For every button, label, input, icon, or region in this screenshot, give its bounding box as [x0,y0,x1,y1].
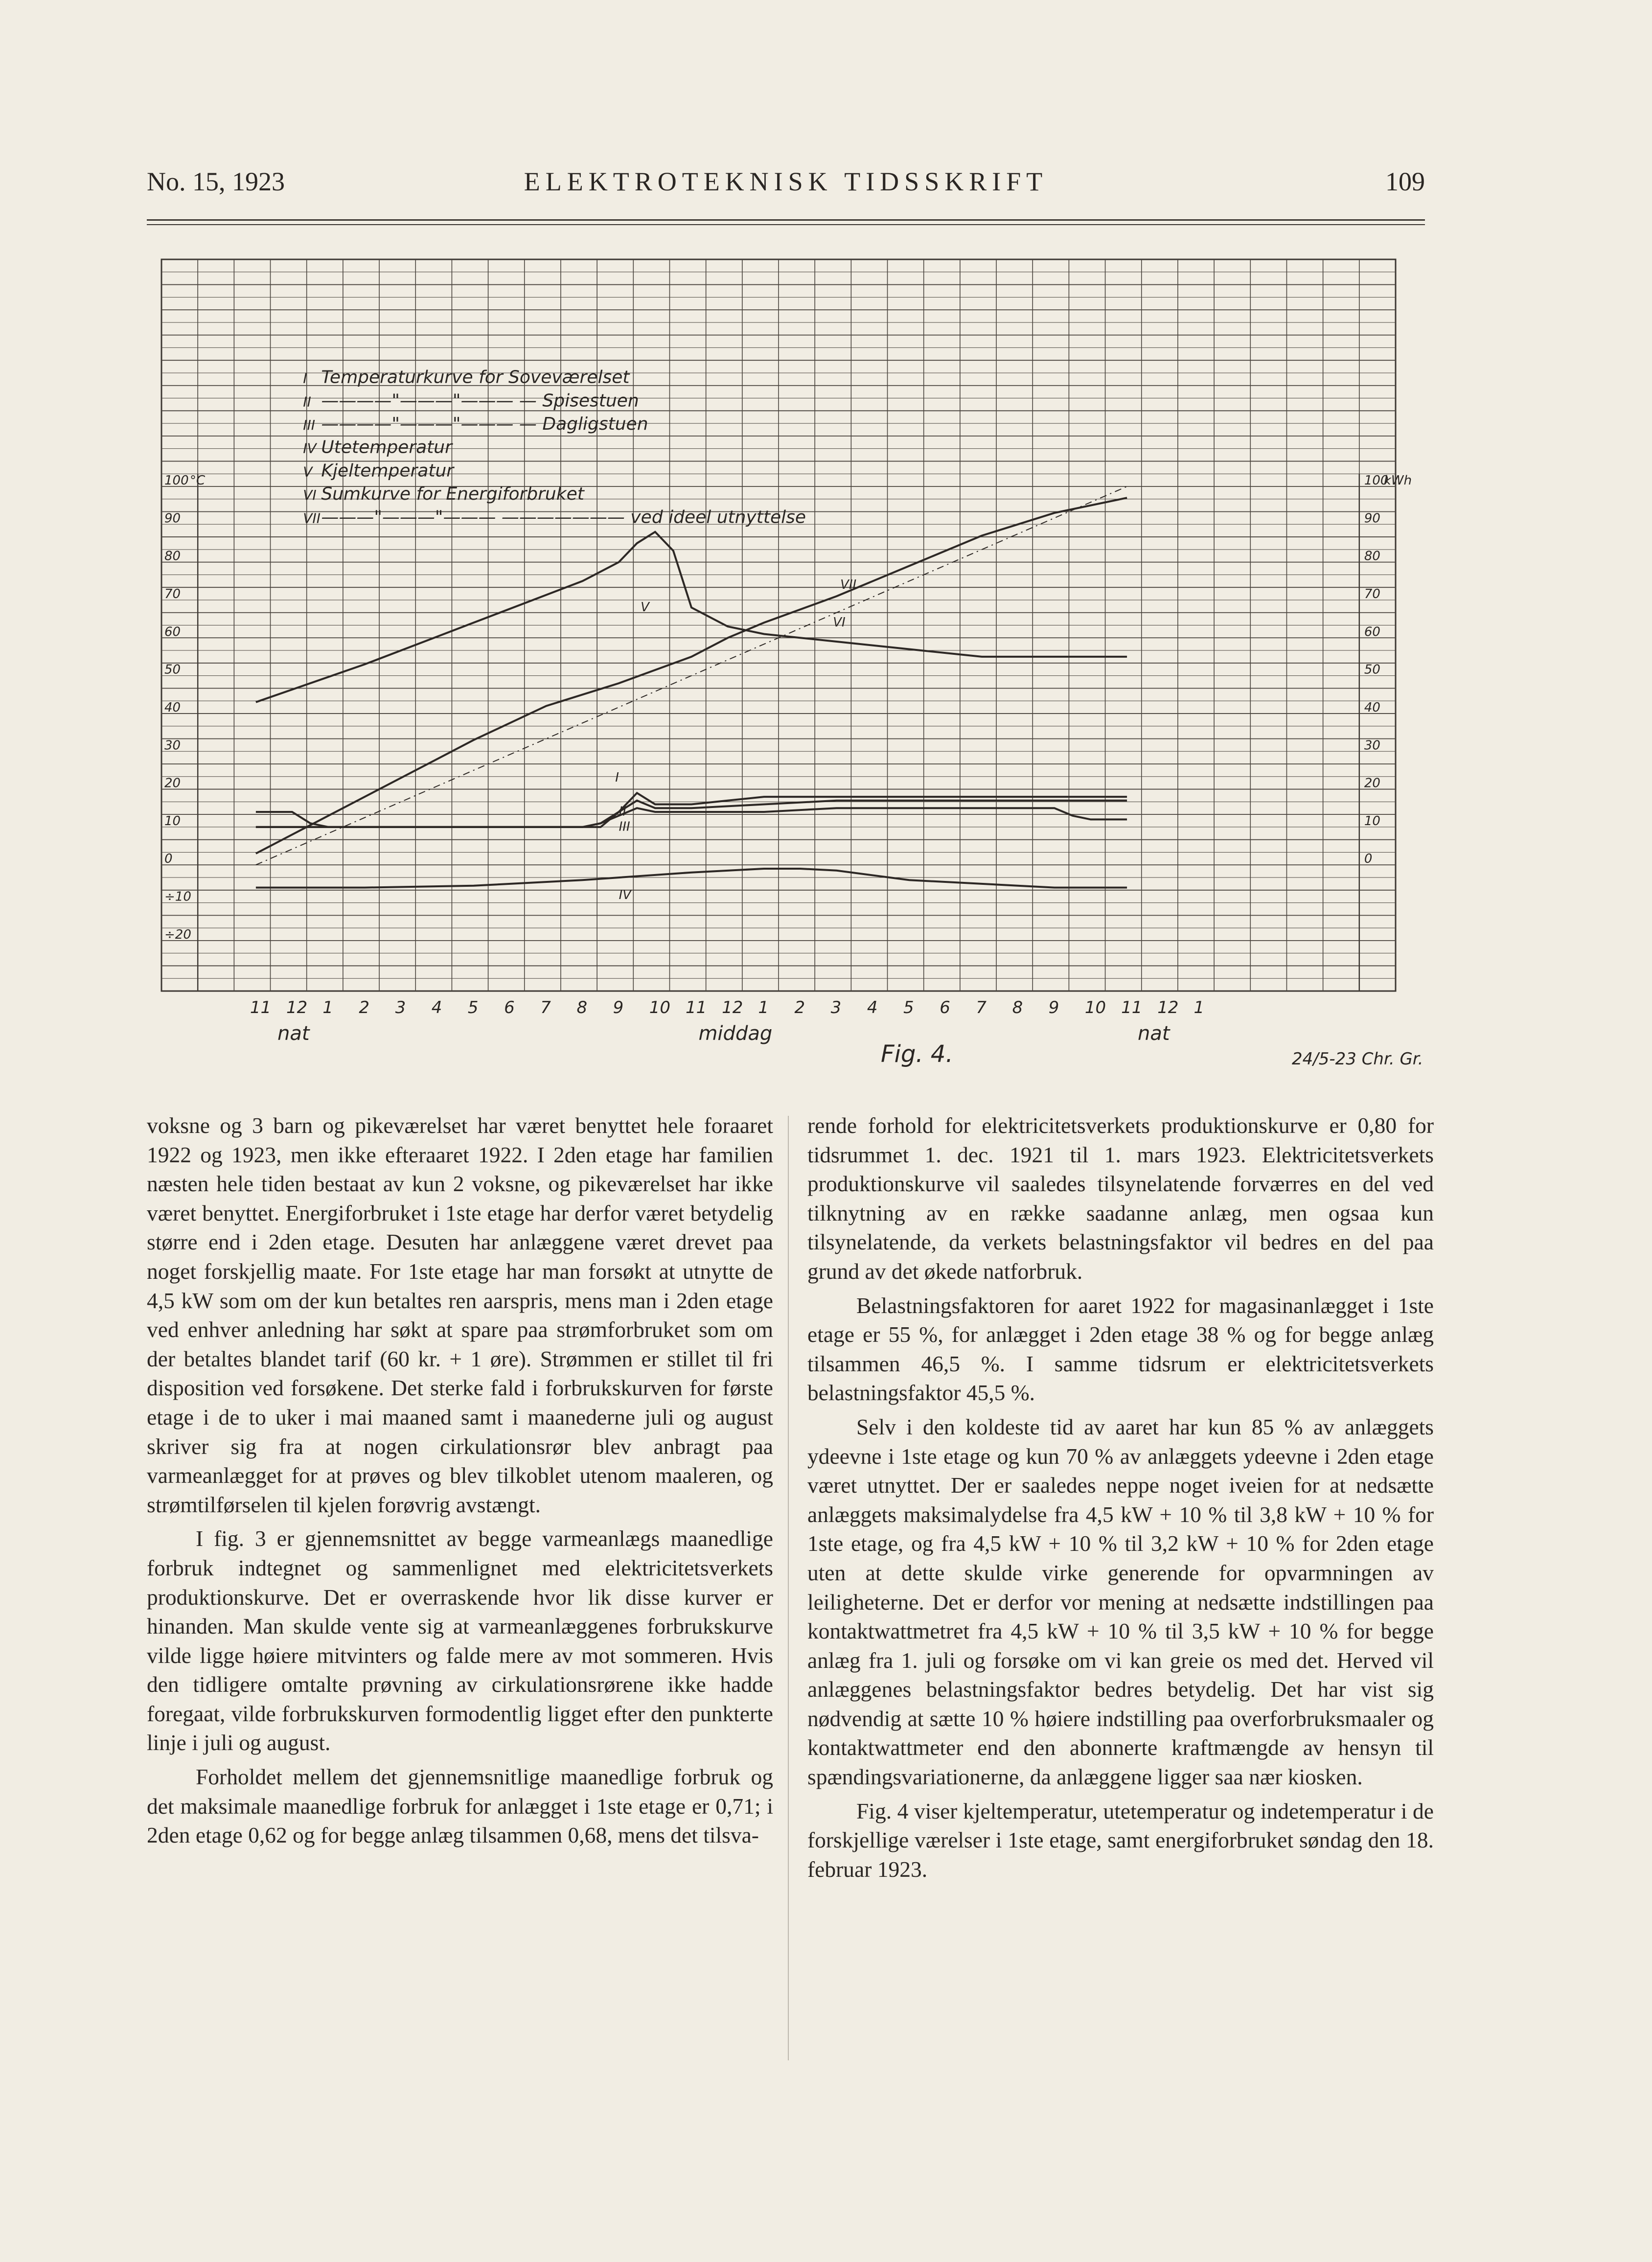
series-I-label: I [615,770,619,785]
figure-4-chart [147,254,1425,1082]
x-tick-label: 2 [359,998,370,1017]
x-tick-label: 1 [322,998,333,1017]
x-tick-label: 6 [504,998,515,1017]
header-rule [147,219,1425,221]
paragraph: Forholdet mellem det gjennemsnitlige maanedlige forbruk og det maksimale maanedlige forbruk for anlægget i 1ste etage er 0,71; i 2den etage 0,62 og for begge anlæg tilsammen 0,68, mens det tilsva- [147,1764,773,1848]
x-tick-label: 7 [976,998,987,1017]
x-tick-label: 1 [1193,998,1205,1017]
x-tick-label: 3 [395,998,406,1017]
left-tick-label: 30 [164,738,181,753]
legend-label: Sumkurve for Energiforbruket [321,484,584,505]
x-tick-label: 10 [649,998,671,1017]
x-tick-label: 12 [286,998,308,1017]
legend-number: VI [303,487,317,504]
right-tick-label: 20 [1364,776,1380,791]
series-VII-label: VII [840,577,857,592]
right-tick-label: 80 [1364,549,1380,564]
x-tick-label: 12 [1157,998,1179,1017]
legend-number: III [303,416,316,433]
paragraph: voksne og 3 barn og pikeværelset har været benyttet hele foraaret 1922 og 1923, men ikke efteraaret 1922. I 2den etage har familien næsten hele tiden bestaat av kun 2 voksne, og pikeværelset har ikke været benyttet. Energiforbruket i 1ste etage har derfor været betydelig større end i 2den etage. Desuten har anlæggene været drevet paa noget forskjellig maate. For 1ste etage har man forsøkt at utnytte de 4,5 kW som om der kun betaltes ren aarspris, mens man i 2den etage ved enhver anledning har søkt at spare paa strømforbruket som om der betaltes blandet tarif (60 kr. + 1 øre). Strømmen er stillet til fri disposition ved forsøkene. Det sterke fald i forbrukskurven for første etage i de to uker i mai maaned samt i maanederne juli og august skriver sig fra at nogen cirkulationsrør blev anbragt paa varmeanlægget for at prøves og blev tilkoblet utenom maaleren, og strømtilførselen til kjelen forøvrig avstængt. [147,1113,773,1517]
legend-number: V [303,463,313,480]
x-tick-label: 11 [250,998,272,1017]
x-tick-label: 6 [940,998,950,1017]
legend-number: I [303,370,307,387]
x-tick-label: 11 [685,998,707,1017]
journal-title: ELEKTROTEKNISK TIDSSKRIFT [524,167,1048,196]
left-tick-label: 60 [164,624,181,640]
x-tick-label: 7 [540,998,551,1017]
left-tick-label: 70 [164,586,181,601]
issue-number: No. 15, 1923 [147,167,285,196]
series-IV-label: IV [619,887,632,902]
column-divider [788,1116,789,2060]
x-tick-label: 9 [1048,998,1059,1017]
x-tick-label: 3 [830,998,842,1017]
left-tick-label: 100 [164,473,189,488]
left-tick-label: 50 [164,662,181,677]
x-period-label: middag [698,1022,773,1045]
paragraph: Belastningsfaktoren for aaret 1922 for magasinanlægget i 1ste etage er 55 %, for anlægget i 2den etage 38 % og for begge anlæg tilsammen 46,5 %. I samme tidsrum er elektricitetsverkets belastningsfaktor 45,5 %. [807,1293,1434,1406]
x-tick-label: 5 [467,998,479,1017]
legend-number: IV [303,440,317,457]
page-header [147,166,1425,210]
legend-label: ———"———"——— ——————— ved ideel utnyttelse [321,507,806,528]
legend-label: ————"———"——— — Dagligstuen [321,414,648,434]
legend-label: Utetemperatur [321,437,452,458]
figure-signature: 24/5-23 Chr. Gr. [1292,1049,1423,1069]
paragraph: I fig. 3 er gjennemsnittet av begge varmeanlægs maanedlige forbruk indtegnet og sammenlignet med elektricitetsverkets produktionskurve. Det er overraskende hvor lik disse kurver er hinanden. Man skulde vente sig at varmeanlæggenes forbrukskurve vilde ligge høiere mitvinters og falde mere av mot sommeren. Hvis den tidligere omtalte prøvning av cirkulationsrørene ikke hadde foregaat, vilde forbrukskurven formodentlig ligget efter den punkterte linje i juli og august. [147,1526,773,1755]
series-V-label: V [641,600,649,615]
x-tick-label: 12 [722,998,743,1017]
legend-number: II [303,393,311,410]
paragraph: Selv i den koldeste tid av aaret har kun 85 % av anlæggets ydeevne i 1ste etage og kun 70 % av anlæggets ydeevne i 2den etage været utnyttet. Der er saaledes neppe noget iveien for at nedsætte anlæggets maksimalydelse fra 4,5 kW + 10 % til 3,8 kW + 10 % for 1ste etage, og fra 4,5 kW + 10 % til 3,2 kW + 10 % for 2den etage uten at dette skulde virke generende for opvarmningen av leiligheterne. Det er derfor vor mening at nedsætte indstillingen paa kontaktwattmetret fra 4,5 kW + 10 % til 3,5 kW + 10 % for begge anlæg fra 1. juli og forsøke om vi kan greie os med det. Herved vil anlæggenes belastningsfaktor bedres betydelig. Det har vist sig nødvendig at sætte 10 % høiere indstilling paa overforbruksmaaler og kontaktwattmeter end den abonnerte kraftmængde av hensyn til spændingsvariationerne, da anlæggene ligger saa nær kiosken. [807,1414,1434,1790]
legend-label: Kjeltemperatur [321,461,454,481]
x-tick-label: 2 [794,998,805,1017]
right-tick-label: 10 [1364,813,1380,829]
x-tick-label: 9 [613,998,624,1017]
right-tick-label: 70 [1364,586,1380,601]
left-text-column [147,1111,773,1855]
x-period-label: nat [1138,1022,1170,1045]
left-tick-label: 90 [164,511,181,526]
series-VI-label: VI [833,615,846,630]
left-tick-label: 10 [164,813,181,829]
left-axis-unit: °C [190,473,206,488]
x-axis [250,998,1204,1045]
left-tick-label: 20 [164,776,181,791]
right-tick-label: 30 [1364,738,1380,753]
x-tick-label: 4 [867,998,878,1017]
page-number: 109 [1385,167,1425,196]
right-text-column [807,1111,1434,1889]
right-tick-label: 50 [1364,662,1380,677]
left-tick-label: 80 [164,549,181,564]
series-III-label: III [619,819,630,834]
paragraph: Fig. 4 viser kjeltemperatur, utetemperatur og indetemperatur i de forskjellige værelser i 1ste etage, samt energiforbruket søndag den 18. februar 1923. [807,1798,1434,1882]
left-tick-label: 40 [164,700,181,715]
paragraph: rende forhold for elektricitetsverkets produktionskurve er 0,80 for tidsrummet 1. dec. 1921 til 1. mars 1923. Elektricitetsverkets produktionskurve vil saaledes tilsynelatende forværres en del ved tilknytning av en række saadanne anlæg, men ogsaa kun tilsynelatende, da verkets belastningsfaktor vil bedres en del paa grund av det økede natforbruk. [807,1113,1434,1284]
legend-label: ————"———"——— — Spisestuen [321,391,639,411]
right-axis-unit: kWh [1383,473,1412,488]
series-II-label: II [619,804,626,819]
right-tick-label: 90 [1364,511,1380,526]
x-tick-label: 8 [576,998,588,1017]
x-tick-label: 8 [1012,998,1023,1017]
x-tick-label: 1 [758,998,769,1017]
left-tick-label: 0 [164,852,173,867]
right-tick-label: 60 [1364,624,1380,640]
chart-legend [303,368,806,528]
legend-number: VII [303,510,321,527]
header-rule-thin [147,224,1425,225]
x-tick-label: 5 [903,998,914,1017]
right-tick-label: 0 [1364,852,1373,867]
left-axis [164,473,206,942]
right-tick-label: 100 [1364,473,1389,488]
right-axis [1364,473,1412,866]
left-tick-label: ÷10 [164,889,191,904]
legend-label: Temperaturkurve for Soveværelset [321,367,630,388]
x-tick-label: 11 [1121,998,1143,1017]
right-tick-label: 40 [1364,700,1380,715]
figure-caption: Fig. 4. [881,1040,953,1068]
x-tick-label: 4 [431,998,442,1017]
x-period-label: nat [277,1022,310,1045]
x-tick-label: 10 [1084,998,1106,1017]
left-tick-label: ÷20 [164,927,191,942]
